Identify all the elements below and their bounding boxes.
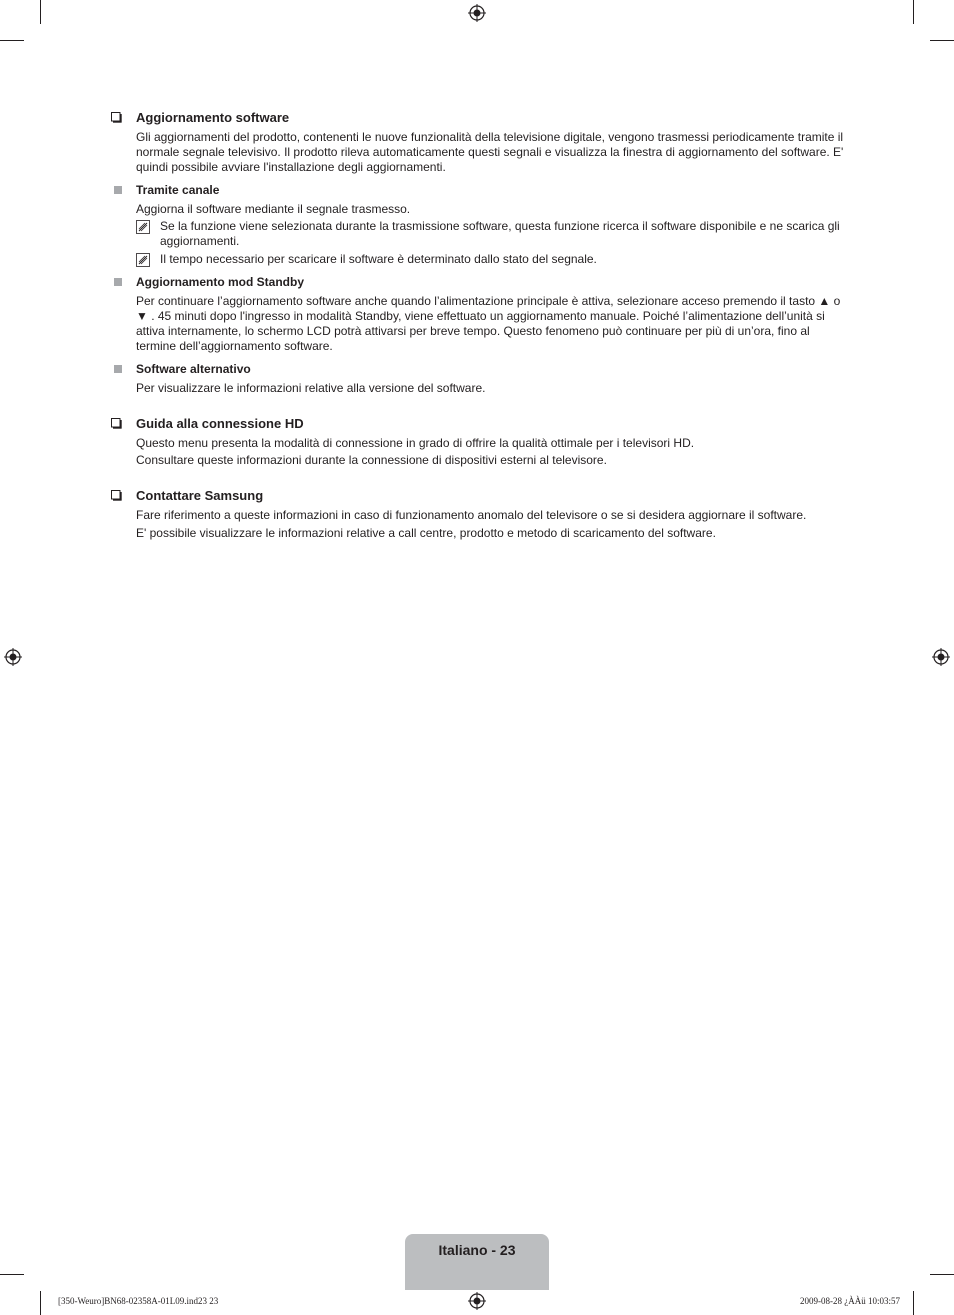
section-heading bbox=[111, 108, 846, 126]
crop-mark-top-left-h bbox=[0, 40, 24, 41]
slug-file-info: [350-Weuro]BN68-02358A-01L09.ind23 23 bbox=[58, 1296, 219, 1306]
registration-mark-icon bbox=[4, 648, 22, 666]
registration-mark-icon bbox=[468, 1292, 486, 1310]
section-guida-connessione-hd bbox=[111, 414, 846, 468]
crop-mark-top-right-v bbox=[913, 0, 914, 24]
checkbox-square-icon bbox=[111, 112, 122, 123]
subsection-title: Aggiornamento mod Standby bbox=[136, 275, 304, 289]
subsection-text: Per visualizzare le informazioni relative alla versione del software. bbox=[136, 381, 486, 395]
subsection-heading bbox=[111, 183, 846, 197]
note-pen-icon bbox=[136, 253, 150, 267]
checkbox-square-icon bbox=[111, 490, 122, 501]
note-item bbox=[136, 219, 846, 249]
section-paragraph: Consultare queste informazioni durante la connessione di dispositivi esterni al televisore. bbox=[136, 453, 607, 467]
subsection-heading bbox=[111, 275, 846, 289]
registration-mark-icon bbox=[468, 4, 486, 22]
crop-mark-top-right-h bbox=[930, 40, 954, 41]
section-paragraph: Fare riferimento a queste informazioni in caso di funzionamento anomalo del televisore o se si desidera aggiornare il software. bbox=[136, 508, 807, 522]
crop-mark-bottom-left-h bbox=[0, 1274, 24, 1275]
crop-mark-top-left-v bbox=[40, 0, 41, 24]
subsection-text: Aggiorna il software mediante il segnale trasmesso. bbox=[136, 202, 411, 216]
section-heading bbox=[111, 486, 846, 504]
section-title: Contattare Samsung bbox=[136, 487, 264, 503]
subsection-title: Tramite canale bbox=[136, 183, 220, 197]
gray-square-bullet-icon bbox=[114, 278, 122, 286]
section-paragraph: Gli aggiornamenti del prodotto, contenenti le nuove funzionalità della televisione digitale, vengono trasmessi periodicamente tramite il normale segnale televisivo. Il prodotto rileva automaticamente questi segnali e visualizza la finestra di aggiornamento del software. E' quindi possibile avviare l'installazione degli aggiornamenti. bbox=[136, 130, 844, 174]
section-aggiornamento-software bbox=[111, 108, 846, 396]
checkbox-square-icon bbox=[111, 418, 122, 429]
subsection-heading bbox=[111, 362, 846, 376]
section-paragraph: Questo menu presenta la modalità di connessione in grado di offrire la qualità ottimale per i televisori HD. bbox=[136, 436, 695, 450]
page-number-label: Italiano - 23 bbox=[438, 1242, 516, 1258]
crop-mark-bottom-right-v bbox=[913, 1291, 914, 1315]
section-title: Aggiornamento software bbox=[136, 109, 290, 125]
registration-mark-icon bbox=[932, 648, 950, 666]
section-contattare-samsung bbox=[111, 486, 846, 541]
crop-mark-bottom-right-h bbox=[930, 1274, 954, 1275]
slug-timestamp: 2009-08-28 ¿ÀÀü 10:03:57 bbox=[800, 1296, 900, 1306]
subsection-text: Per continuare l’aggiornamento software anche quando l’alimentazione principale è attiva, selezionare acceso premendo il tasto ▲ o ▼ . 45 minuti dopo l'ingresso in modalità Standby, viene effettuato un aggiornamento manuale. Poiché l’alimentazione dell’unità si attiva internamente, lo schermo LCD potrà attivarsi per breve tempo. Questo fenomeno può continuare per più di un’ora, fino al termine dell’aggiornamento software. bbox=[136, 294, 841, 353]
section-paragraph: E' possibile visualizzare le informazioni relative a call centre, prodotto e metodo di scaricamento del software. bbox=[136, 526, 716, 540]
note-item bbox=[136, 252, 846, 267]
note-text: Il tempo necessario per scaricare il software è determinato dallo stato del segnale. bbox=[160, 252, 597, 266]
crop-mark-bottom-left-v bbox=[40, 1291, 41, 1315]
page-content bbox=[111, 108, 846, 559]
section-heading bbox=[111, 414, 846, 432]
section-title: Guida alla connessione HD bbox=[136, 415, 304, 431]
note-pen-icon bbox=[136, 220, 150, 234]
gray-square-bullet-icon bbox=[114, 186, 122, 194]
subsection-title: Software alternativo bbox=[136, 362, 251, 376]
page-number-tab bbox=[405, 1234, 549, 1290]
note-text: Se la funzione viene selezionata durante la trasmissione software, questa funzione ricerca il software disponibile e ne scarica gli aggiornamenti. bbox=[160, 219, 840, 248]
gray-square-bullet-icon bbox=[114, 365, 122, 373]
